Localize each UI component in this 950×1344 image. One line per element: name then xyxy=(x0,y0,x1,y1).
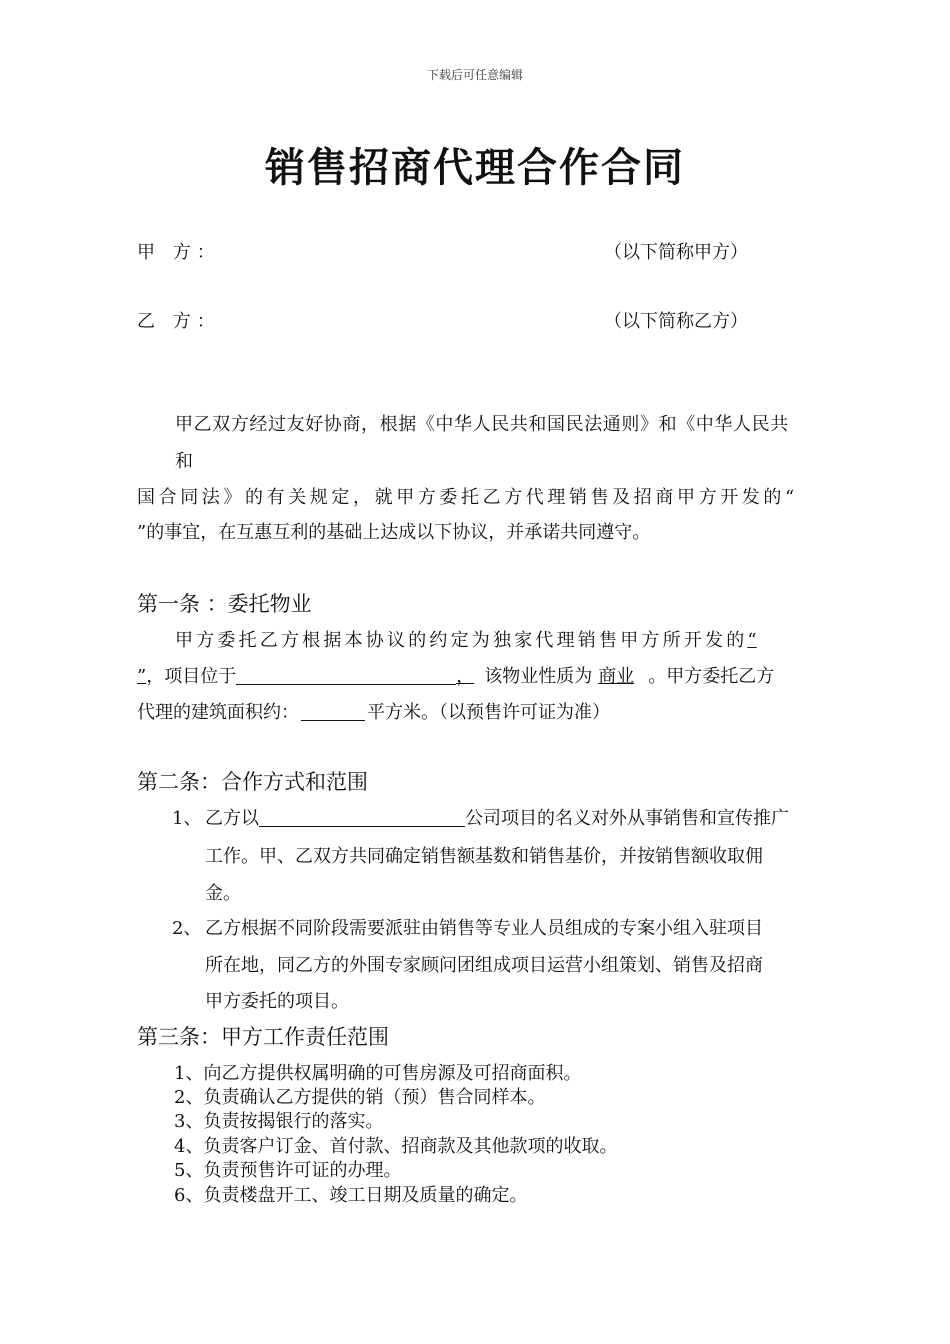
intro-line-2: 国合同法》的有关规定，就甲方委托乙方代理销售及招商甲方开发的“ xyxy=(137,487,798,508)
article-2-item-1-text-a: 乙方以 xyxy=(205,808,259,829)
article-3-item: 2、负责确认乙方提供的销（预）售合同样本。 xyxy=(174,1087,546,1108)
quote-close: ” xyxy=(137,666,147,687)
article-1-text-1: 甲方委托乙方根据本协议的约定为独家代理销售甲方所开发的 xyxy=(175,630,748,651)
article-1-text-2a: ，项目位于 xyxy=(146,666,237,687)
article-3-item: 1、向乙方提供权属明确的可售房源及可招商面积。 xyxy=(174,1063,582,1084)
party-b-label: 乙 方： xyxy=(137,311,221,332)
party-b-note: （以下简称乙方） xyxy=(604,311,748,332)
area-blank xyxy=(301,702,365,721)
article-2-item-1-line-2: 工作。甲、乙双方共同确定销售额基数和销售基价，并按销售额收取佣 xyxy=(205,846,763,867)
article-1-text-2d: 。甲方委托乙方 xyxy=(648,666,775,687)
company-blank xyxy=(259,808,465,827)
article-2-item-1-line-3: 金。 xyxy=(205,883,241,904)
article-2-item-2-line-3: 甲方委托的项目。 xyxy=(205,991,349,1012)
article-2-item-2-line-1: 乙方根据不同阶段需要派驻由销售等专业人员组成的专案小组入驻项目 xyxy=(205,918,763,939)
article-2-item-1-line-1 xyxy=(205,804,789,830)
article-1-text-2b: ， xyxy=(456,666,475,687)
article-2-item-1-num: 1、 xyxy=(172,808,202,829)
quote-open: “ xyxy=(747,630,757,651)
property-type: 商业 xyxy=(598,666,635,687)
article-2-item-2-line-2: 所在地，同乙方的外围专家顾问团组成项目运营小组策划、销售及招商 xyxy=(205,955,763,976)
location-blank xyxy=(236,666,456,685)
article-3-item: 3、负责按揭银行的落实。 xyxy=(174,1111,384,1132)
intro-line-1b: 和 xyxy=(175,451,193,472)
article-3-heading: 第三条：甲方工作责任范围 xyxy=(137,1025,389,1049)
article-3-item: 5、负责预售许可证的办理。 xyxy=(174,1160,402,1181)
article-2-item-2-num: 2、 xyxy=(172,918,202,939)
intro-line-1: 甲乙双方经过友好协商，根据《中华人民共和国民法通则》和《中华人民共 xyxy=(175,414,789,435)
article-2-heading: 第二条：合作方式和范围 xyxy=(137,770,368,794)
article-1-line-3 xyxy=(137,698,610,724)
party-a-note: （以下简称甲方） xyxy=(604,242,748,263)
party-a-label: 甲 方： xyxy=(137,242,221,263)
article-1-heading: 第一条 ：委托物业 xyxy=(137,592,312,616)
article-1-line-1 xyxy=(175,626,757,652)
article-1-line-2 xyxy=(137,662,774,688)
article-1-text-2c: 该物业性质为 xyxy=(484,666,593,687)
article-2-item-1-text-b: 公司项目的名义对外从事销售和宣传推广 xyxy=(465,808,789,829)
header-note: 下载后可任意编辑 xyxy=(426,68,523,82)
intro-line-3: ”的事宜，在互惠互利的基础上达成以下协议，并承诺共同遵守。 xyxy=(137,522,651,543)
contract-title: 销售招商代理合作合同 xyxy=(265,145,685,191)
article-3-item: 4、负责客户订金、首付款、招商款及其他款项的收取。 xyxy=(174,1136,618,1157)
article-1-text-3a: 代理的建筑面积约： xyxy=(137,702,299,723)
article-3-item: 6、负责楼盘开工、竣工日期及质量的确定。 xyxy=(174,1185,528,1206)
article-1-text-3b: 平方米。（以预售许可证为准） xyxy=(367,702,610,723)
